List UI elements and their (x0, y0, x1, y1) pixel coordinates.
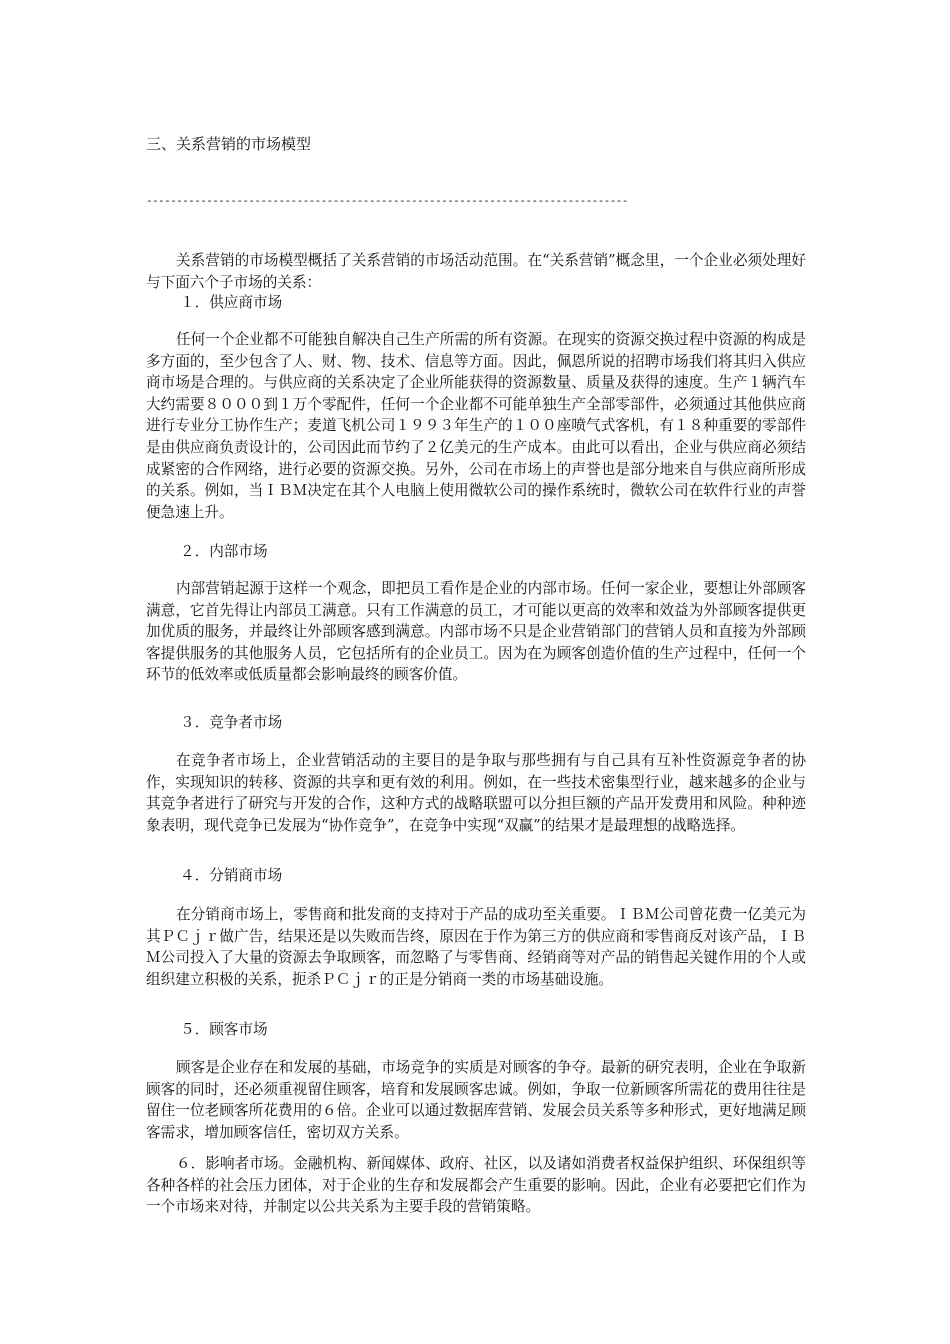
intro-text: 关系营销的市场模型概括了关系营销的市场活动范围。在“关系营销”概念里，一个企业必须处理好与下面六个子市场的关系： (146, 252, 806, 291)
separator-line: -------------------------------------------------------------------------------- (146, 194, 628, 207)
closing-paragraph (146, 1153, 806, 1218)
section-heading-distributor: ４．分销商市场 (180, 867, 283, 884)
closing-text: ６．影响者市场。金融机构、新闻媒体、政府、社区，以及诸如消费者权益保护组织、环保组织等各种各样的社会压力团体，对于企业的生存和发展都会产生重要的影响。因此，企业有必要把它们作为一个市场来对待，并制定以公共关系为主要手段的营销策略。 (146, 1155, 806, 1216)
paragraph-text: 任何一个企业都不可能独自解决自己生产所需的所有资源。在现实的资源交换过程中资源的构成是多方面的，至少包含了人、财、物、技术、信息等方面。因此，佩恩所说的招聘市场我们将其归入供应商市场是合理的。与供应商的关系决定了企业所能获得的资源数量、质量及获得的速度。生产１辆汽车大约需要８０００到１万个零配件，任何一个企业都不可能单独生产全部零部件，必须通过其他供应商进行专业分工协作生产；麦道飞机公司１９９３年生产的１００座喷气式客机，有１８种重要的零部件是由供应商负责设计的，公司因此而节约了２亿美元的生产成本。由此可以看出，企业与供应商必须结成紧密的合作网络，进行必要的资源交换。另外，公司在市场上的声誉也是部分地来自与供应商所形成的关系。例如，当ＩＢＭ决定在其个人电脑上使用微软公司的操作系统时，微软公司在软件行业的声誉便急速上升。 (146, 331, 806, 521)
paragraph-text: 在竞争者市场上，企业营销活动的主要目的是争取与那些拥有与自己具有互补性资源竞争者的协作，实现知识的转移、资源的共享和更有效的利用。例如，在一些技术密集型行业，越来越多的企业与其竞争者进行了研究与开发的合作，这种方式的战略联盟可以分担巨额的产品开发费用和风险。种种迹象表明，现代竞争已发展为“协作竞争”，在竞争中实现“双赢”的结果才是最理想的战略选择。 (146, 752, 806, 834)
section-body-distributor (146, 904, 806, 990)
document-title: 三、关系营销的市场模型 (146, 135, 312, 153)
paragraph-text: 在分销商市场上，零售商和批发商的支持对于产品的成功至关重要。ＩＢＭ公司曾花费一亿美元为其ＰＣｊｒ做广告，结果还是以失败而告终，原因在于作为第三方的供应商和零售商反对该产品，ＩＢＭ公司投入了大量的资源去争取顾客，而忽略了与零售商、经销商等对产品的销售起关键作用的个人或组织建立积极的关系，扼杀ＰＣｊｒ的正是分销商一类的市场基础设施。 (146, 906, 806, 988)
section-heading-competitor: ３．竞争者市场 (180, 714, 283, 731)
intro-paragraph (146, 250, 806, 293)
section-body-customer (146, 1057, 806, 1143)
paragraph-text: 顾客是企业存在和发展的基础，市场竞争的实质是对顾客的争夺。最新的研究表明，企业在争取新顾客的同时，还必须重视留住顾客，培育和发展顾客忠诚。例如，争取一位新顾客所需花的费用往往是留住一位老顾客所花费用的６倍。企业可以通过数据库营销、发展会员关系等多种形式，更好地满足顾客需求，增加顾客信任，密切双方关系。 (146, 1059, 806, 1141)
section-heading-supplier: １．供应商市场 (180, 294, 283, 311)
section-body-internal (146, 578, 806, 686)
section-heading-internal: ２．内部市场 (180, 543, 268, 560)
section-body-supplier (146, 329, 806, 523)
section-heading-customer: ５．顾客市场 (180, 1021, 268, 1038)
paragraph-text: 内部营销起源于这样一个观念，即把员工看作是企业的内部市场。任何一家企业，要想让外部顾客满意，它首先得让内部员工满意。只有工作满意的员工，才可能以更高的效率和效益为外部顾客提供更加优质的服务，并最终让外部顾客感到满意。内部市场不只是企业营销部门的营销人员和直接为外部顾客提供服务的其他服务人员，它包括所有的企业员工。因为在为顾客创造价值的生产过程中，任何一个环节的低效率或低质量都会影响最终的顾客价值。 (146, 580, 806, 684)
section-body-competitor (146, 750, 806, 836)
